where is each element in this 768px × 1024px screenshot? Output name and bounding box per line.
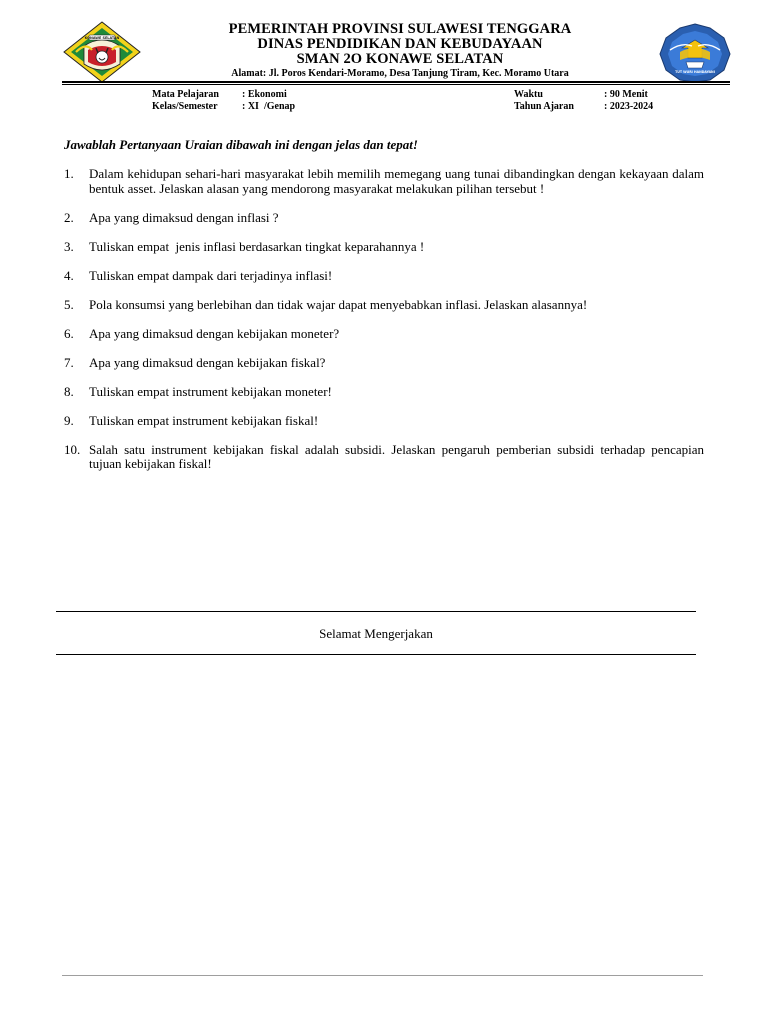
- tut-wuri-handayani-caption: TUT WURI HANDAYANI: [675, 70, 715, 74]
- question-number: 3.: [64, 238, 74, 254]
- exam-info-left: [152, 89, 295, 113]
- closing-message: Selamat Mengerjakan: [319, 626, 433, 641]
- question-number: 2.: [64, 209, 74, 225]
- closing-rule-bottom: [56, 654, 696, 655]
- question-number: 9.: [64, 412, 74, 428]
- class-row: [152, 101, 295, 113]
- question-number: 6.: [64, 325, 74, 341]
- academic-year-value: : 2023-2024: [604, 101, 654, 112]
- question-item: [64, 414, 704, 429]
- question-text: Tuliskan empat instrument kebijakan fiskal!: [89, 412, 319, 428]
- question-text: Tuliskan empat jenis inflasi berdasarkan tingkat keparahannya !: [89, 238, 425, 254]
- letterhead-department: DINAS PENDIDIKAN DAN KEBUDAYAAN: [257, 36, 543, 52]
- class-value: : XI /Genap: [242, 101, 296, 112]
- question-number: 10.: [64, 441, 81, 457]
- time-label: Waktu: [514, 89, 543, 100]
- konawe-selatan-emblem-caption: KONAWE SELATAN: [84, 36, 120, 40]
- question-text: Salah satu instrument kebijakan fiskal adalah subsidi. Jelaskan pengaruh pemberian subsidi terhadap pencapian tujuan kebijakan fiskal!: [89, 441, 704, 471]
- konawe-selatan-emblem: [62, 20, 142, 84]
- footer-rule: [62, 975, 703, 976]
- tut-wuri-handayani-emblem-icon: [656, 22, 734, 84]
- letterhead-government: PEMERINTAH PROVINSI SULAWESI TENGGARA: [228, 21, 572, 37]
- question-item: [64, 269, 704, 284]
- question-item: [64, 240, 704, 255]
- closing-rule-top: [56, 611, 696, 612]
- question-item: [64, 167, 704, 196]
- subject-label: Mata Pelajaran: [152, 89, 219, 100]
- academic-year-label: Tahun Ajaran: [514, 101, 574, 112]
- question-text: Dalam kehidupan sehari-hari masyarakat lebih memilih memegang uang tunai dibandingkan dengan kekayaan dalam bentuk asset. Jelaskan alasan yang mendorong masyarakat melakukan pilihan tersebut !: [89, 166, 704, 196]
- question-item: [64, 211, 704, 226]
- letterhead-rule-thin: [62, 84, 730, 85]
- academic-year-row: [514, 101, 653, 113]
- class-label: Kelas/Semester: [152, 101, 218, 112]
- question-item: [64, 385, 704, 400]
- question-number: 1.: [64, 166, 74, 181]
- question-number: 4.: [64, 267, 74, 283]
- question-text: Tuliskan empat dampak dari terjadinya inflasi!: [89, 267, 333, 283]
- question-text: Apa yang dimaksud dengan kebijakan moneter?: [89, 325, 340, 341]
- letterhead-address: Alamat: Jl. Poros Kendari-Moramo, Desa Tanjung Tiram, Kec. Moramo Utara: [231, 68, 569, 79]
- tut-wuri-handayani-emblem: [656, 22, 734, 84]
- konawe-selatan-emblem-icon: [62, 20, 142, 84]
- question-text: Apa yang dimaksud dengan kebijakan fiskal?: [89, 354, 326, 370]
- instruction: Jawablah Pertanyaan Uraian dibawah ini dengan jelas dan tepat!: [64, 137, 418, 152]
- question-item: [64, 443, 704, 472]
- subject-row: [152, 89, 295, 101]
- time-value: : 90 Menit: [604, 89, 648, 100]
- letterhead-rule-thick: [62, 81, 730, 83]
- question-text: Apa yang dimaksud dengan inflasi ?: [89, 209, 279, 225]
- letterhead-school-name: SMAN 2O KONAWE SELATAN: [296, 51, 504, 67]
- question-list: [64, 167, 704, 486]
- question-item: [64, 298, 704, 313]
- exam-info-right: [514, 89, 653, 113]
- question-number: 5.: [64, 296, 74, 312]
- subject-value: : Ekonomi: [242, 89, 287, 100]
- time-row: [514, 89, 653, 101]
- question-number: 7.: [64, 354, 74, 370]
- question-item: [64, 327, 704, 342]
- question-text: Tuliskan empat instrument kebijakan moneter!: [89, 383, 332, 399]
- letterhead: [150, 22, 650, 80]
- question-item: [64, 356, 704, 371]
- question-number: 8.: [64, 383, 74, 399]
- question-text: Pola konsumsi yang berlebihan dan tidak wajar dapat menyebabkan inflasi. Jelaskan alasannya!: [89, 296, 588, 312]
